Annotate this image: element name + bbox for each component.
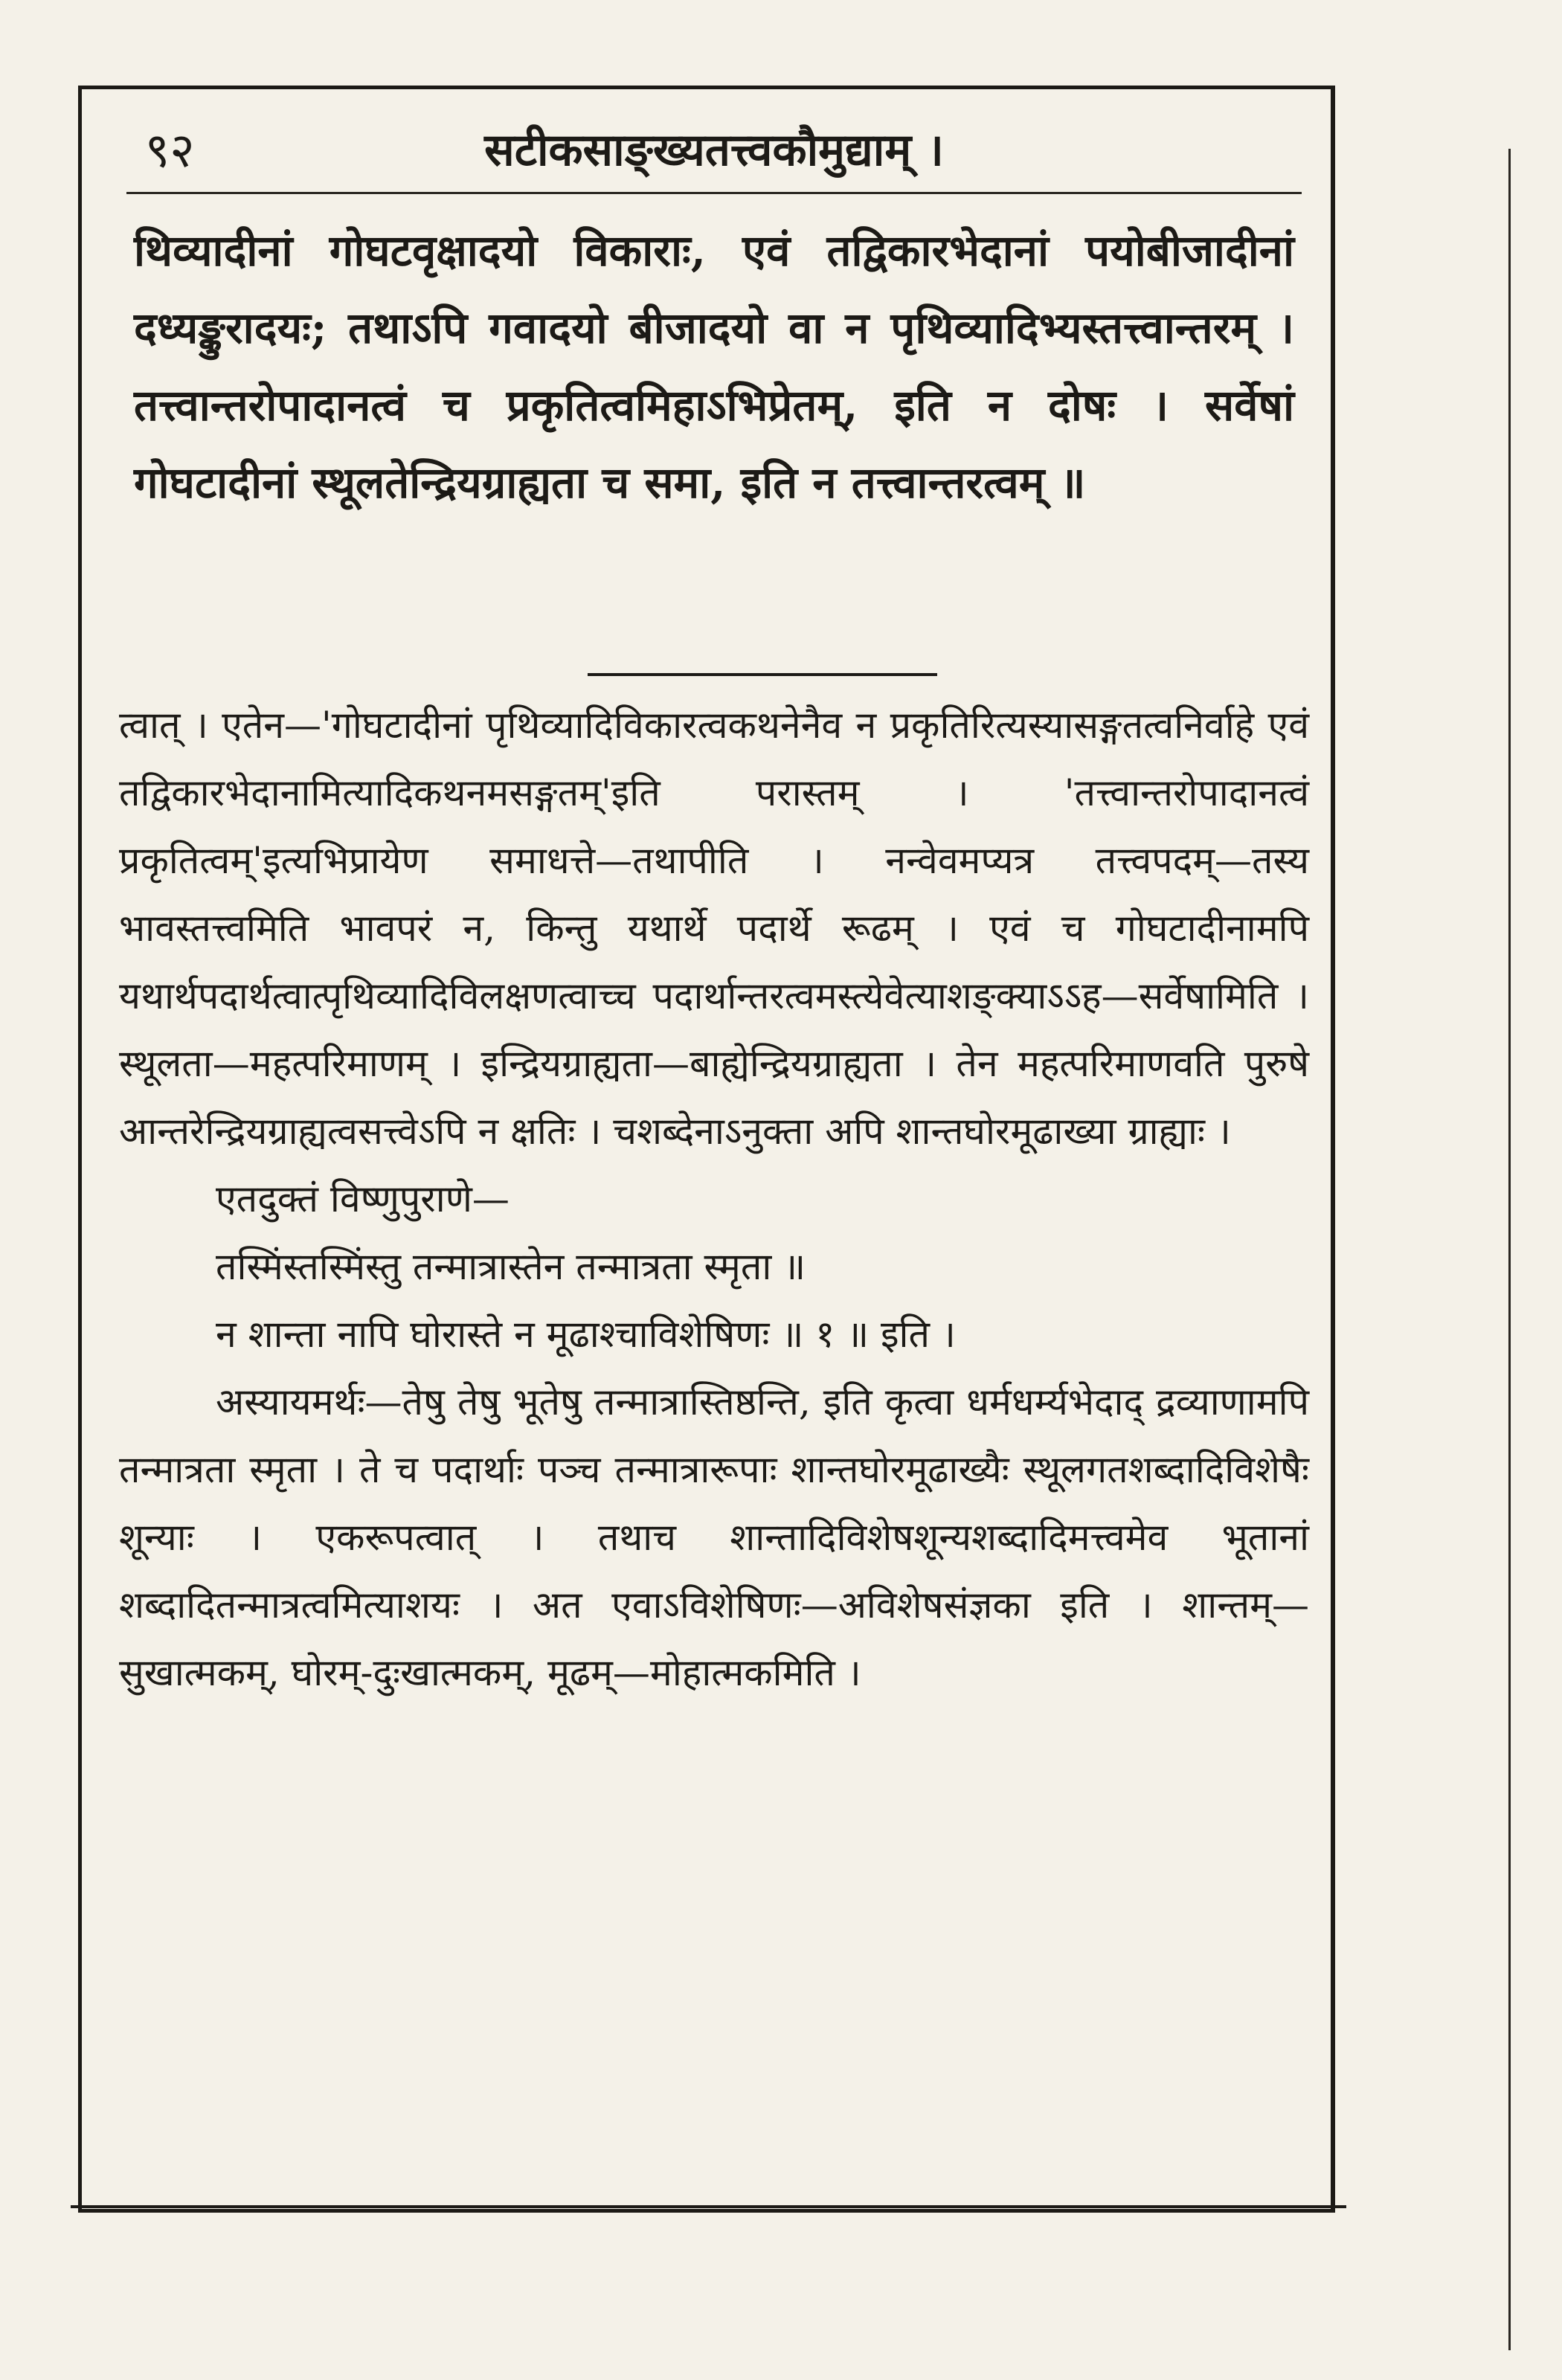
commentary-block [119,692,1309,1707]
running-title: सटीकसाङ्ख्यतत्त्वकौमुद्याम् । [484,124,944,176]
page-number: ९२ [145,123,195,178]
verse-line-2: न शान्ता नापि घोरास्ते न मूढाश्चाविशेषिणः ॥ १ ॥ इति । [216,1313,956,1356]
page-header [126,110,1302,192]
section-divider [588,673,937,676]
citation-intro: एतदुक्तं विष्णुपुराणे— [216,1177,510,1220]
root-text-block [134,212,1294,521]
root-text-paragraph: थिव्यादीनां गोघटवृक्षादयो विकाराः, एवं तद्विकारभेदानां पयोबीजादीनां दध्यङ्कुरादयः; तथाऽपि गवादयो बीजादयो वा न पृथिव्यादिभ्यस्तत्त्वान्तरम् । तत्त्वान्तरोपादानत्वं च प्रकृतित्वमिहाऽभिप्रेतम्, इति न दोषः । सर्वेषां गोघटादीनां स्थूलतेन्द्रियग्राह्यता च समा, इति न तत्त्वान्तरत्वम् ॥ [134,225,1294,508]
header-rule [126,192,1302,194]
commentary-paragraph-1: त्वात् । एतेन—'गोघटादीनां पृथिव्यादिविकारत्वकथनेनैव न प्रकृतिरित्यस्यासङ्गतत्वनिर्वाहे एवं तद्विकारभेदानामित्यादिकथनमसङ्गतम्'इति परास्तम् । 'तत्त्वान्तरोपादानत्वं प्रकृतित्वम्'इत्यभिप्रायेण समाधत्ते—तथापीति । नन्वेवमप्यत्र तत्त्वपदम्—तस्य भावस्तत्त्वमिति भावपरं न, किन्तु यथार्थे पदार्थे रूढम् । एवं च गोघटादीनामपि यथार्थपदार्थत्वात्पृथिव्यादिविलक्षणत्वाच्च पदार्थान्तरत्वमस्त्येवेत्याशङ्क्याऽऽह—सर्वेषामिति । स्थूलता—महत्परिमाणम् । इन्द्रियग्राह्यता—बाह्येन्द्रियग्राह्यता । तेन महत्परिमाणवति पुरुषे आन्तरेन्द्रियग्राह्यत्वसत्त्वेऽपि न क्षतिः । चशब्देनाऽनुक्ता अपि शान्तघोरमूढाख्या ग्राह्याः । [119,704,1309,1153]
verse-line-1: तस्मिंस्तस्मिंस्तु तन्मात्रास्तेन तन्मात्रता स्मृता ॥ [216,1245,806,1288]
commentary-paragraph-2: अस्यायमर्थः—तेषु तेषु भूतेषु तन्मात्रास्तिष्ठन्ति, इति कृत्वा धर्मधर्म्यभेदाद् द्रव्याणामपि तन्मात्रता स्मृता । ते च पदार्थाः पञ्च तन्मात्रारूपाः शान्तघोरमूढाख्यैः स्थूलगतशब्दादिविशेषैः शून्याः । एकरूपत्वात् । तथाच शान्तादिविशेषशून्यशब्दादिमत्त्वमेव भूतानां शब्दादितन्मात्रत्वमित्याशयः । अत एवाऽविशेषिणः—अविशेषसंज्ञका इति । शान्तम्—सुखात्मकम्, घोरम्-दुःखात्मकम्, मूढम्—मोहात्मकमिति । [119,1380,1309,1694]
binding-edge-line [1508,149,1511,2350]
bottom-rule [71,2205,1346,2208]
